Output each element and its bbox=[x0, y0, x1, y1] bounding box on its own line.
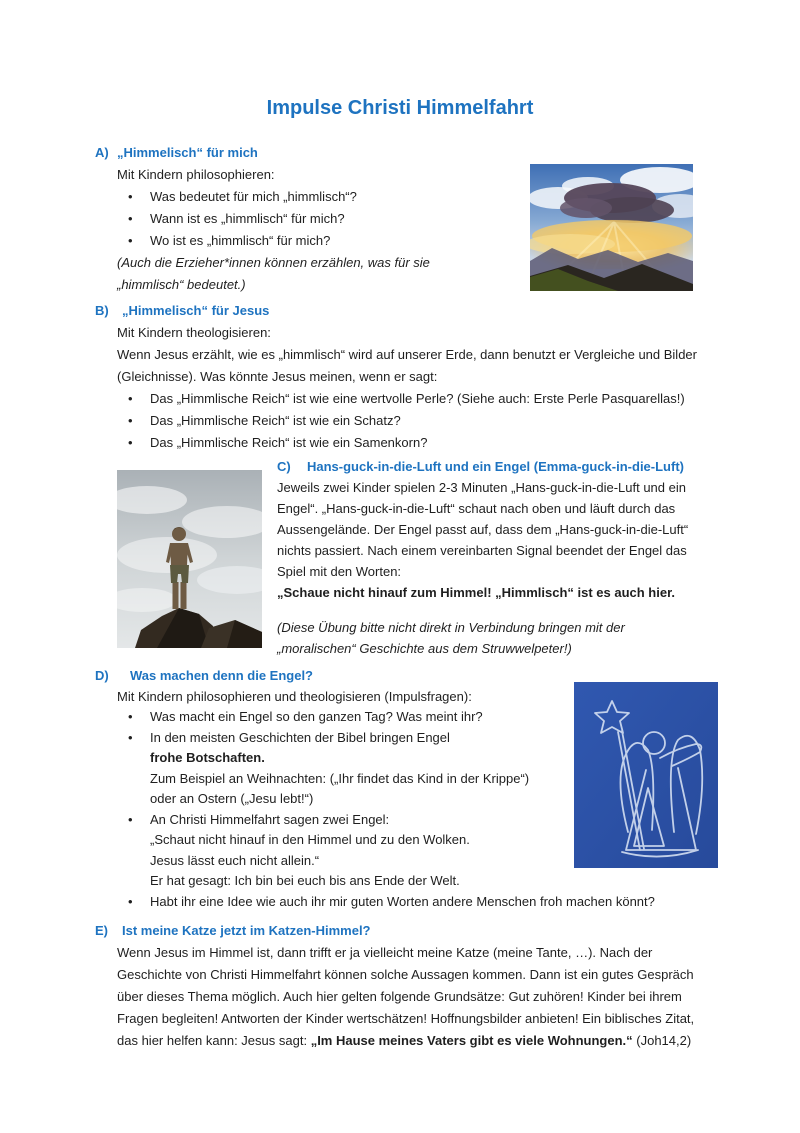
section-b-intro: Mit Kindern theologisieren: bbox=[117, 325, 271, 340]
section-b-heading bbox=[95, 300, 745, 322]
list-item: • Das „Himmlische Reich“ ist wie ein Schatz? bbox=[117, 410, 745, 432]
section-c bbox=[277, 456, 714, 659]
bible-reference: (Joh14,2) bbox=[632, 1033, 692, 1048]
section-b-title: „Himmelisch“ für Jesus bbox=[122, 303, 270, 318]
list-item: • Wo ist es „himmlisch“ für mich? bbox=[117, 230, 555, 252]
section-a-intro: Mit Kindern philosophieren: bbox=[117, 167, 275, 182]
boy-on-rock-photo bbox=[117, 470, 262, 648]
section-a bbox=[95, 142, 555, 296]
list-item-continuation: „Schaut nicht hinauf in den Himmel und zu den Wolken. bbox=[150, 832, 470, 847]
list-item-continuation: Er hat gesagt: Ich bin bei euch bis ans Ende der Welt. bbox=[150, 873, 460, 888]
list-item: • Das „Himmlische Reich“ ist wie ein Samenkorn? bbox=[117, 432, 745, 454]
page-title: Impulse Christi Himmelfahrt bbox=[266, 97, 534, 119]
list-item: • In den meisten Geschichten der Bibel bringen Engel bbox=[117, 728, 755, 749]
list-item-continuation: Jesus lässt euch nicht allein.“ bbox=[150, 852, 320, 868]
list-item: • An Christi Himmelfahrt sagen zwei Engel: bbox=[117, 810, 755, 831]
list-item: • Was macht ein Engel so den ganzen Tag? Was meint ihr? bbox=[117, 707, 755, 728]
section-c-heading bbox=[277, 456, 714, 477]
section-d-intro: Mit Kindern philosophieren und theologisieren (Impulsfragen): bbox=[117, 688, 472, 704]
list-item: • Das „Himmlische Reich“ ist wie eine wertvolle Perle? (Siehe auch: Erste Perle Pasquarellas!) bbox=[117, 388, 745, 410]
section-c-paragraph: Jeweils zwei Kinder spielen 2-3 Minuten „Hans-guck-in-die-Luft und ein Engel“. „Hans-guck-in-die-Luft“ schaut nach oben und läuft durch das Aussengelände. Der Engel passt auf, dass dem „Hans-guck-in-die-Luft“ nichts passiert. Nach einem vereinbarten Signal beendet der Engel das Spiel mit den Worten: bbox=[277, 480, 689, 579]
list-item-continuation: Zum Beispiel an Weihnachten: („Ihr findet das Kind in der Krippe“) bbox=[150, 770, 530, 786]
section-e-title: Ist meine Katze jetzt im Katzen-Himmel? bbox=[122, 923, 371, 938]
list-item: • Was bedeutet für mich „himmlisch“? bbox=[117, 186, 555, 208]
bible-quote-bold: „Im Hause meines Vaters gibt es viele Wohnungen.“ bbox=[310, 1033, 633, 1048]
list-item-continuation: oder an Ostern („Jesu lebt!“) bbox=[150, 791, 314, 806]
section-c-bold-line: „Schaue nicht hinauf zum Himmel! „Himmlisch“ ist es auch hier. bbox=[277, 585, 676, 600]
section-e bbox=[95, 920, 715, 1052]
section-c-label: C) bbox=[277, 459, 291, 474]
section-a-heading bbox=[95, 142, 555, 164]
section-a-note: (Auch die Erzieher*innen können erzählen, was für sie „himmlisch“ bedeutet.) bbox=[117, 255, 430, 292]
sunset-sky-photo bbox=[530, 164, 693, 291]
section-b-label: B) bbox=[95, 303, 109, 318]
section-c-title: Hans-guck-in-die-Luft und ein Engel (Emma-guck-in-die-Luft) bbox=[307, 459, 684, 474]
section-b bbox=[95, 300, 745, 454]
list-item: • Wann ist es „himmlisch“ für mich? bbox=[117, 208, 555, 230]
section-a-label: A) bbox=[95, 145, 109, 160]
section-c-note: (Diese Übung bitte nicht direkt in Verbindung bringen mit der „moralischen“ Geschichte aus dem Struwwelpeter!) bbox=[277, 620, 625, 656]
angel-drawing-image bbox=[574, 682, 718, 868]
section-e-label: E) bbox=[95, 923, 108, 938]
section-b-paragraph: Wenn Jesus erzählt, wie es „himmlisch“ wird auf unserer Erde, dann benutzt er Vergleiche und Bilder (Gleichnisse). Was könnte Jesus meinen, wenn er sagt: bbox=[117, 347, 697, 384]
section-a-title: „Himmelisch“ für mich bbox=[117, 145, 258, 160]
list-item: • Habt ihr eine Idee wie auch ihr mir guten Worten andere Menschen froh machen könnt? bbox=[117, 892, 755, 913]
list-item-continuation: frohe Botschaften. bbox=[150, 750, 265, 765]
section-d-title: Was machen denn die Engel? bbox=[130, 668, 313, 683]
section-e-paragraph bbox=[117, 942, 714, 1052]
paragraph-text: Wenn Jesus im Himmel ist, dann trifft er ja vielleicht meine Katze (meine Tante, …). Nach der Geschichte von Christi Himmelfahrt können solche Aussagen kommen. Dann ist ein gutes Gespräch über dieses Thema möglich. Auch hier gelten folgende Grundsätze: Gut zuhören! Kinder bei ihrem Fragen begleiten! Antworten der Kinder wertschätzen! Hoffnungsbilder anbieten! Ein biblisches Zitat, das hier helfen kann: Jesus sagt: bbox=[117, 945, 695, 1048]
section-e-heading bbox=[95, 920, 715, 942]
section-d-label: D) bbox=[95, 668, 109, 683]
